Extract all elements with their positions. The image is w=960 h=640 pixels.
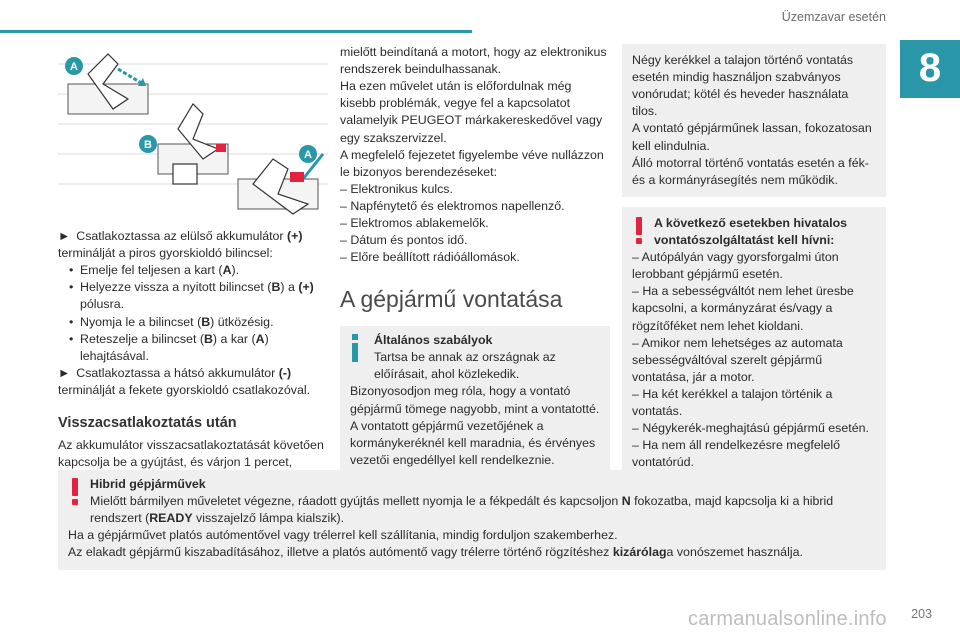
towing-rule-2: A vontató gépjárműnek lassan, fokozatosan kell elindulnia. [632, 121, 872, 153]
label-b [139, 135, 157, 153]
info-icon [348, 334, 362, 362]
list-item: – Napfénytető és elektromos napellenző. [340, 198, 565, 213]
reset-list [340, 181, 610, 267]
clamp-diagram [58, 44, 328, 222]
header-accent-line [0, 30, 472, 33]
towing-rule-3: Álló motorral történő vontatás esetén a fék- és a kormányrásegítés nem működik. [632, 155, 869, 187]
list-item: – Négykerék-meghajtású gépjármű esetén. [632, 421, 869, 436]
towing-heading: A gépjármű vontatása [340, 286, 563, 313]
info-heading: Általános szabályok [374, 333, 493, 348]
step-arrow-icon: ► [58, 365, 71, 380]
sub-step-2: • Helyezze vissza a nyitott bilincset (B) a (+) pólusra. [69, 280, 314, 312]
column-2 [340, 44, 610, 477]
step-1: ► Csatlakoztassa az elülső akkumulátor (+) terminálját a piros gyorskioldó bilincsel: [58, 229, 303, 261]
list-item: – Elektronikus kulcs. [340, 181, 453, 196]
sub-step-1: • Emelje fel teljesen a kart (A). [69, 263, 240, 278]
hybrid-line-3: Az elakadt gépjármű kiszabadításához, illetve a platós autómentő vagy trélerre történő rögzítéshez kizárólaga vonószemet használja. [68, 545, 803, 560]
connection-steps [58, 228, 328, 399]
towing-rule-1: Négy kerékkel a talajon történő vontatás esetén mindig használjon szabványos vonórudat; kötél és heveder használata tilos. [632, 53, 854, 119]
info-body: Bizonyosodjon meg róla, hogy a vontató gépjármű tömege nagyobb, mint a vontatotté. A vontatott gépjármű vezetőjének a kormánykeréknél kell maradnia, és érvényes vezetői engedéllyel kell rendelkeznie. [350, 384, 600, 467]
reconnection-text: Az akkumulátor visszacsatlakoztatását követően kapcsolja be a gyújtást, és várjon 1 percet, [58, 438, 324, 470]
svg-text:B: B [144, 139, 152, 151]
list-item: – Előre beállított rádióállomások. [340, 250, 520, 265]
list-item: – Autópályán vagy gyorsforgalmi úton lerobbant gépjármű esetén. [632, 250, 839, 282]
sub-step-3: • Nyomja le a bilincset (B) ütközésig. [69, 314, 274, 329]
label-a-top [65, 57, 83, 75]
info-first-line: Tartsa be annak az országnak az előírásait, ahol közlekedik. [374, 350, 556, 382]
list-item: – Dátum és pontos idő. [340, 233, 468, 248]
professional-towing-warning [622, 207, 886, 480]
list-item: – Ha két kerékkel a talajon történik a vontatás. [632, 386, 833, 419]
column-3 [622, 44, 886, 480]
hybrid-line-1: Mielőtt bármilyen műveletet végezne, ráadott gyújtás mellett nyomja le a fékpedált és kapcsoljon N fokozatba, majd kapcsolja ki a hibrid rendszert (READY visszajelző lámpa kialszik). [90, 494, 834, 526]
battery-clamp-illustration [58, 44, 328, 222]
problem-text: Ha ezen művelet után is előfordulnak még kisebb problémák, vegye fel a kapcsolatot valamelyik PEUGEOT márkakereskedővel vagy egy szakszervizzel. [340, 79, 603, 145]
svg-text:A: A [304, 149, 312, 161]
svg-text:A: A [70, 61, 78, 73]
warning-icon [70, 478, 80, 506]
hybrid-heading: Hibrid gépjárművek [90, 477, 206, 491]
continued-text: mielőtt beindítaná a motort, hogy az elektronikus rendszerek beindulhassanak. [340, 45, 607, 77]
list-item: – Ha a sebességváltót nem lehet üresbe kapcsolni, a kormányzárat és/vagy a rögzítőféket nem lehet kioldani. [632, 284, 854, 333]
chapter-tab: 8 [900, 40, 960, 98]
page-header [0, 0, 960, 40]
step-arrow-icon: ► [58, 229, 71, 243]
hybrid-line-2: Ha a gépjárművet platós autómentővel vagy trélerrel kell szállítania, mindig forduljon szakemberhez. [68, 528, 618, 543]
general-rules-box [340, 326, 610, 477]
step-2: ► Csatlakoztassa a hátsó akkumulátor (-) terminálját a fekete gyorskioldó csatlakozóval. [58, 365, 311, 397]
list-item: – Ha nem áll rendelkezésre megfelelő vontatórúd. [632, 438, 840, 470]
watermark: carmanualsonline.info [688, 608, 887, 630]
towing-info-box [622, 44, 886, 197]
sub-step-4: • Reteszelje a bilincset (B) a kar (A) lehajtásával. [69, 331, 269, 363]
column-1 [58, 44, 328, 471]
hybrid-vehicles-warning [58, 470, 886, 570]
warning-list [632, 249, 876, 471]
warning-heading: A következő esetekben hivatalos vontatószolgáltatást kell hívni: [654, 215, 848, 247]
list-item: – Amikor nem lehetséges az automata sebességváltóval szerelt gépjármű vontatása, jár a motor. [632, 335, 843, 384]
warning-icon [634, 217, 644, 245]
reconnection-heading: Visszacsatlakoztatás után [58, 415, 237, 432]
list-item: – Elektromos ablakemelők. [340, 216, 489, 231]
section-title: Üzemzavar esetén [781, 10, 886, 24]
page-number: 203 [911, 607, 932, 621]
label-a-right [299, 145, 317, 163]
reset-intro: A megfelelő fejezetet figyelembe véve nullázzon le bizonyos berendezéseket: [340, 147, 604, 179]
